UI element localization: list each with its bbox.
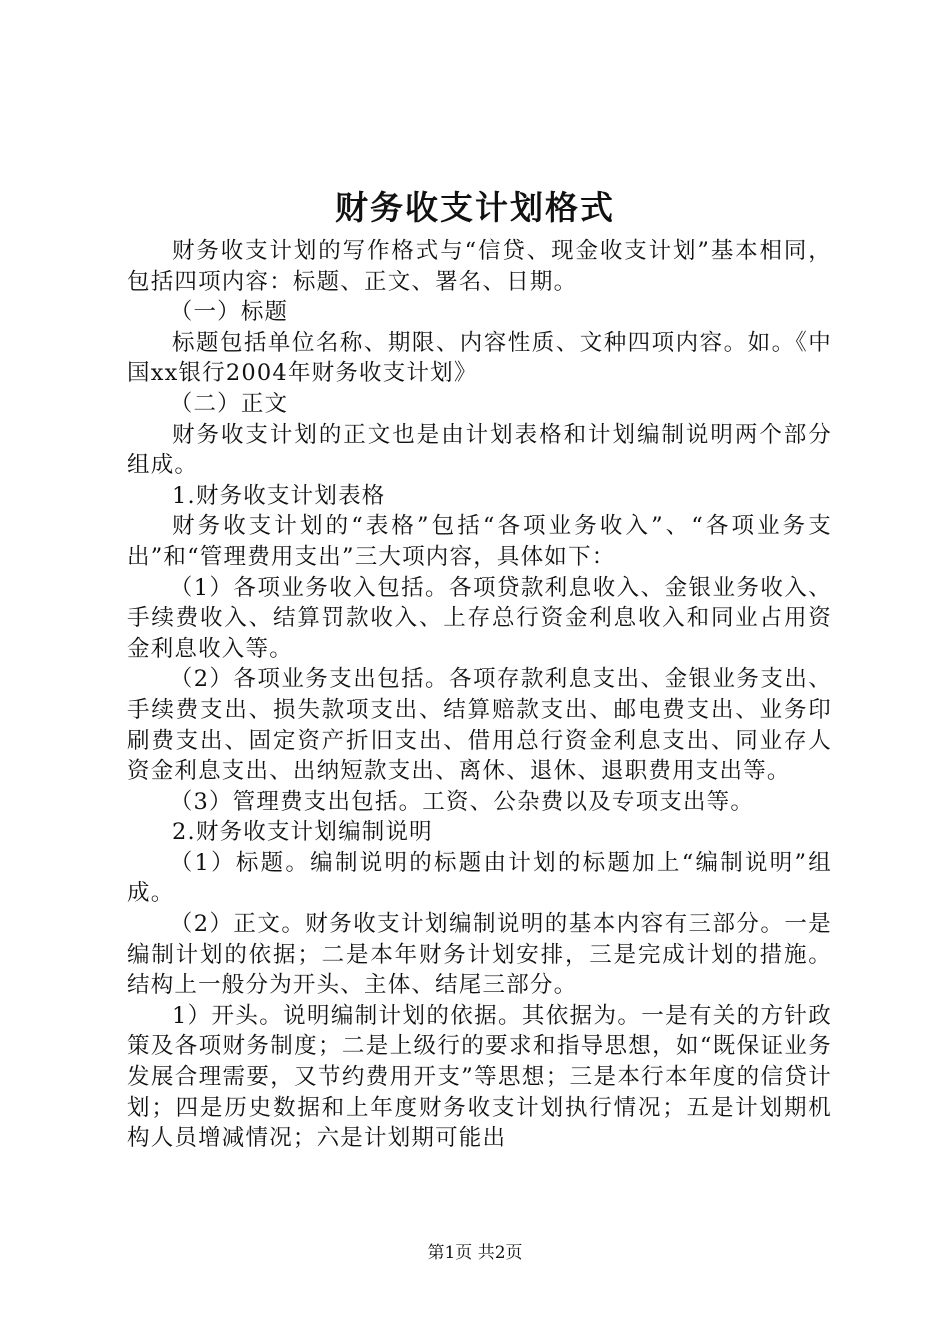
paragraph-body-desc: 财务收支计划的正文也是由计划表格和计划编制说明两个部分组成。 [127, 421, 832, 479]
section-heading-title: （一）标题 [169, 299, 289, 326]
paragraph-expense: （2）各项业务支出包括。各项存款利息支出、金银业务支出、手续费支出、损失款项支出、结算赔款支出、邮电费支出、业务印刷费支出、固定资产折旧支出、借用总行资金利息支出、同业存人资金利息支出、出纳短款支出、离休、退休、退职费用支出等。 [127, 666, 832, 785]
page-footer: 第1页 共2页 [427, 1243, 523, 1263]
subheading-explanation: 2.财务收支计划编制说明 [172, 819, 433, 846]
paragraph-table-desc: 财务收支计划的“表格”包括“各项业务收入”、“各项业务支出”和“管理费用支出”三大项内容，具体如下： [127, 513, 832, 570]
subheading-table: 1.财务收支计划表格 [172, 482, 386, 509]
section-heading-body: （二）正文 [169, 390, 289, 417]
document-title: 财务收支计划格式 [335, 188, 615, 227]
paragraph-title-desc: 标题包括单位名称、期限、内容性质、文种四项内容。如。《中国xx银行2004年财务收支计划》 [127, 329, 832, 387]
document-body [127, 236, 832, 1154]
paragraph-opening: 1）开头。说明编制计划的依据。其依据为。一是有关的方针政策及各项财务制度；二是上级行的要求和指导思想，如“既保证业务发展合理需要，又节约费用开支”等思想；三是本行本年度的信贷计划；四是历史数据和上年度财务收支计划执行情况；五是计划期机构人员增减情况；六是计划期可能出 [127, 1002, 832, 1152]
paragraph-management-fee: （3）管理费支出包括。工资、公杂费以及专项支出等。 [169, 788, 755, 815]
paragraph-explanation-title: （1）标题。编制说明的标题由计划的标题加上“编制说明”组成。 [127, 849, 832, 907]
paragraph-income: （1）各项业务收入包括。各项贷款利息收入、金银业务收入、手续费收入、结算罚款收入、上存总行资金利息收入和同业占用资金利息收入等。 [127, 574, 832, 662]
paragraph-intro: 财务收支计划的写作格式与“信贷、现金收支计划”基本相同，包括四项内容：标题、正文、署名、日期。 [127, 238, 832, 295]
paragraph-explanation-body: （2）正文。财务收支计划编制说明的基本内容有三部分。一是编制计划的依据；二是本年财务计划安排，三是完成计划的措施。结构上一般分为开头、主体、结尾三部分。 [127, 911, 832, 999]
